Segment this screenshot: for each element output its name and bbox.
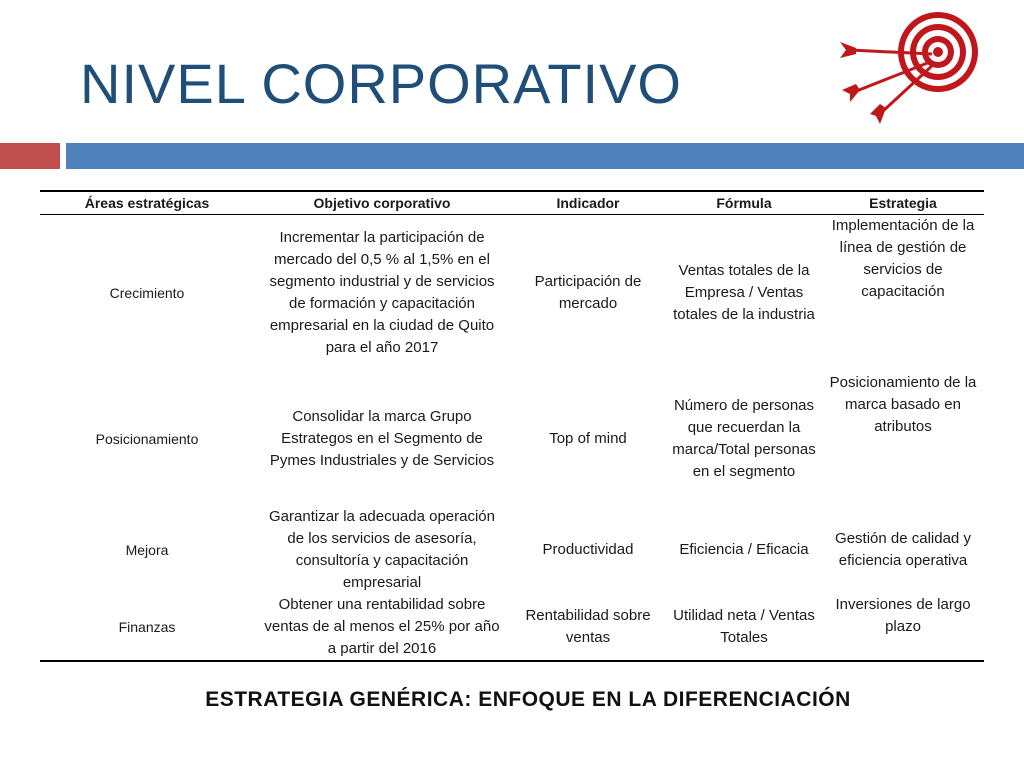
target-with-arrows-icon [836, 8, 986, 132]
cell-objective: Garantizar la adecuada operación de los servicios de asesoría, consultoría y capacitación empresarial [269, 507, 495, 591]
cell-objective: Consolidar la marca Grupo Estrategos en el Segmento de Pymes Industriales y de Servicios [269, 407, 495, 469]
cell-indicator: Participación de mercado [534, 273, 642, 313]
cell-area: Mejora [125, 541, 169, 558]
table-row [40, 215, 984, 372]
table-row [40, 506, 984, 594]
cell-indicator: Productividad [542, 540, 634, 558]
column-header-objective: Objetivo corporativo [313, 195, 451, 211]
cell-indicator: Rentabilidad sobre ventas [525, 606, 651, 646]
column-header-areas: Áreas estratégicas [84, 195, 210, 211]
cell-strategy: Gestión de calidad y eficiencia operativa [835, 529, 971, 569]
cell-strategy: Inversiones de largo plazo [835, 595, 971, 635]
cell-strategy: Posicionamiento de la marca basado en atributos [829, 373, 977, 435]
table-row [40, 372, 984, 506]
cell-formula: Utilidad neta / Ventas Totales [673, 606, 815, 646]
cell-formula: Eficiencia / Eficacia [679, 540, 809, 558]
cell-area: Posicionamiento [95, 430, 199, 447]
cell-objective: Incrementar la participación de mercado del 0,5 % al 1,5% en el segmento industrial y de servicios de formación y capacitación empresarial en la ciudad de Quito para el año 2017 [269, 229, 495, 357]
cell-formula: Número de personas que recuerdan la marca/Total personas en el segmento [672, 396, 816, 480]
cell-strategy: Implementación de la línea de gestión de servicios de capacitación [831, 217, 975, 300]
table-row [40, 594, 984, 661]
generic-strategy-caption: ESTRATEGIA GENÉRICA: ENFOQUE EN LA DIFERENCIACIÓN [205, 688, 851, 711]
column-header-formula: Fórmula [716, 195, 772, 211]
page-title: NIVEL CORPORATIVO [80, 52, 682, 115]
cell-area: Finanzas [118, 618, 176, 635]
table-header-row [40, 191, 984, 215]
cell-formula: Ventas totales de la Empresa / Ventas totales de la industria [673, 262, 815, 324]
cell-indicator: Top of mind [549, 429, 627, 447]
cell-objective: Obtener una rentabilidad sobre ventas de al menos el 25% por año a partir del 2016 [264, 595, 500, 657]
column-header-indicator: Indicador [556, 195, 620, 211]
column-header-strategy: Estrategia [869, 195, 937, 211]
accent-bar-blue [66, 143, 1024, 169]
cell-area: Crecimiento [109, 285, 185, 302]
accent-bar-red [0, 143, 60, 169]
strategy-table [40, 190, 984, 662]
